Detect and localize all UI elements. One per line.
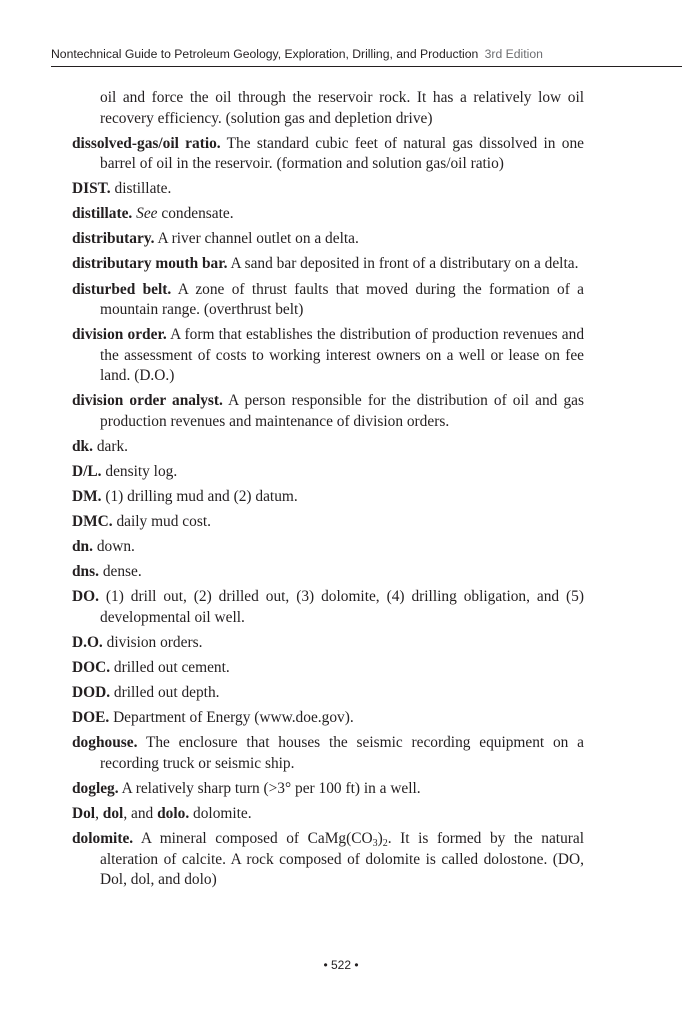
entry-term: distributary. [72,230,155,248]
glossary-entry [72,633,584,654]
edition-label: 3rd Edition [484,47,543,61]
formula-subscript: 3 [372,838,378,850]
entry-term: division order analyst. [72,392,223,410]
entry-definition: A person responsible for the distribution of oil and gas production revenues and maintenance of division orders. [100,392,584,430]
entry-definition: daily mud cost. [116,513,211,531]
entry-definition: dolomite. [193,805,252,823]
entry-term: dol [102,805,124,823]
formula-subscript: 2 [382,838,388,850]
glossary-entries [72,88,584,895]
glossary-entry [72,683,584,704]
entry-term: dk. [72,437,93,455]
entry-definition: A zone of thrust faults that moved during the formation of a mountain range. (overthrust belt) [100,280,585,319]
entry-term: DM. [72,488,102,506]
entry-term: dolomite. [72,830,134,848]
entry-definition: Department of Energy (www.doe.gov). [113,709,354,727]
entry-term: disturbed belt. [72,280,172,298]
entry-definition: (1) drill out, (2) drilled out, (3) dolomite, (4) drilling obligation, and (5) developmental oil well. [100,588,584,626]
glossary-entry [72,779,584,800]
running-head [51,47,681,61]
glossary-entry [72,512,584,533]
glossary-entry [72,204,584,225]
entry-term: DOC. [72,659,111,677]
entry-definition: A sand bar deposited in front of a distributary on a delta. [230,255,579,273]
entry-definition: down. [96,538,135,556]
glossary-entry [72,537,584,558]
entry-definition: The standard cubic feet of natural gas dissolved in one barrel of oil in the reservoir. (formation and solution gas/oil ratio) [100,134,584,173]
glossary-entry-dol [72,804,584,825]
entry-term: dogleg. [72,779,119,797]
entry-definition: A river channel outlet on a delta. [157,230,359,248]
glossary-entry [72,437,584,458]
glossary-entry [72,587,584,628]
glossary-entry [72,708,584,729]
entry-term: distributary mouth bar. [72,255,228,273]
entry-definition: The enclosure that houses the seismic recording equipment on a recording truck or seismic ship. [100,734,584,772]
glossary-entry [72,391,584,432]
formula-text: A mineral composed of CaMg(CO [140,830,373,848]
term-separator: , and [123,805,158,823]
entry-term: DIST. [72,180,111,198]
glossary-entry [72,179,584,200]
entry-term: DOE. [72,709,110,727]
entry-term: D.O. [72,634,103,651]
glossary-entry-dolomite [72,829,584,891]
entry-definition: division orders. [106,634,203,651]
glossary-entry [72,487,584,508]
glossary-entry [72,462,584,483]
glossary-entry [72,562,584,583]
entry-definition: dense. [102,563,142,581]
formula-text: ) [377,830,383,848]
continuation-text: oil and force the oil through the reservoir rock. It has a relatively low oil recovery efficiency. (solution gas and depletion drive) [100,89,584,127]
entry-definition: drilled out cement. [113,659,230,677]
glossary-entry [72,325,584,387]
entry-term: doghouse. [72,734,138,752]
entry-term: dolo. [157,805,190,823]
entry-term: DO. [72,588,99,606]
entry-term: dissolved-gas/oil ratio. [72,134,221,152]
entry-term: Dol [72,805,96,823]
glossary-entry [72,280,584,321]
entry-term: D/L. [72,462,102,480]
entry-term: division order. [72,326,167,344]
entry-definition: distillate. [114,180,172,198]
glossary-entry [72,733,584,774]
see-reference: See [136,205,158,223]
entry-term: DMC. [72,513,113,531]
entry-term: DOD. [72,684,111,702]
term-separator: , [95,805,103,823]
entry-definition: A relatively sharp turn (>3° per 100 ft) in a well. [121,779,421,797]
entry-term: distillate. [72,205,133,223]
glossary-entry [72,229,584,250]
continuation-paragraph [72,88,584,129]
glossary-entry [72,658,584,679]
page-number: • 522 • [323,958,359,972]
book-title: Nontechnical Guide to Petroleum Geology, Exploration, Drilling, and Production [51,47,479,61]
entry-definition: condensate. [161,205,234,223]
glossary-entry [72,254,584,275]
entry-definition: (1) drilling mud and (2) datum. [105,488,298,506]
entry-definition: dark. [96,437,129,455]
entry-definition: density log. [105,462,178,480]
entry-definition: drilled out depth. [113,684,220,702]
glossary-entry [72,134,584,175]
entry-term: dns. [72,563,99,581]
entry-term: dn. [72,538,93,556]
entry-definition: . It is formed by the natural alteration of calcite. A rock composed of dolomite is called dolostone. (DO, Dol, dol, and dolo) [100,830,584,889]
header-rule [51,66,682,67]
entry-definition: A form that establishes the distribution of production revenues and the assessment of costs to working interest owners on a well or lease on fee land. (D.O.) [100,326,585,385]
